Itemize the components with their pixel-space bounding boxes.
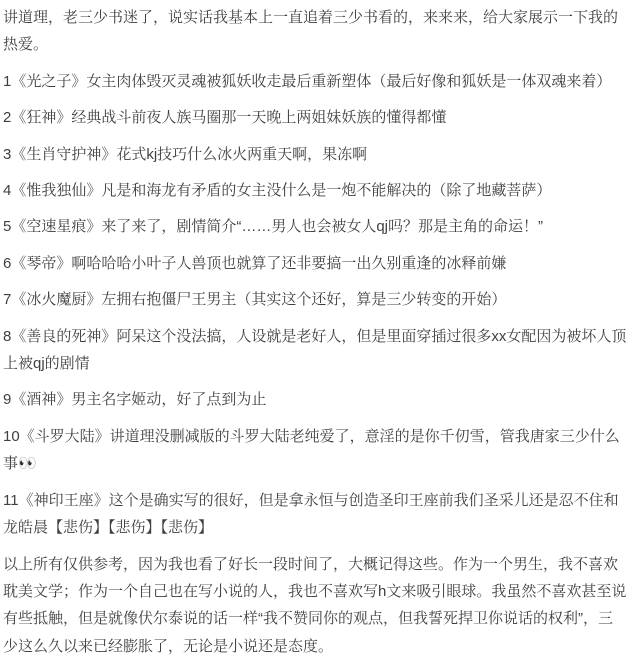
book-list-item-9: 9《酒神》男主名字姬动，好了点到为止 [3,386,627,413]
book-list-item-3: 3《生肖守护神》花式kj技巧什么冰火两重天啊，果冻啊 [3,141,627,168]
book-list-item-10: 10《斗罗大陆》讲道理没删减版的斗罗大陆老纯爱了，意淫的是你千仞雪，管我唐家三少什么事👀 [3,423,627,478]
book-list-item-1: 1《光之子》女主肉体毁灭灵魂被狐妖收走最后重新塑体（最后好像和狐妖是一体双魂来着） [3,68,627,95]
book-list-item-7: 7《冰火魔厨》左拥右抱僵尸王男主（其实这个还好，算是三少转变的开始） [3,286,627,313]
book-list-item-8: 8《善良的死神》阿呆这个没法搞，人设就是老好人，但是里面穿插过很多xx女配因为被坏人顶上被qj的剧情 [3,323,627,378]
book-list-item-4: 4《惟我独仙》凡是和海龙有矛盾的女主没什么是一炮不能解决的（除了地藏菩萨） [3,177,627,204]
intro-paragraph: 讲道理，老三少书迷了，说实话我基本上一直追着三少书看的，来来来，给大家展示一下我的热爱。 [3,4,627,59]
book-list-item-11: 11《神印王座》这个是确实写的很好，但是拿永恒与创造圣印王座前我们圣采儿还是忍不住和龙皓晨【悲伤】【悲伤】【悲伤】 [3,487,627,542]
book-list-item-5: 5《空速星痕》来了来了，剧情简介“……男人也会被女人qj吗？那是主角的命运！” [3,213,627,240]
outro-paragraph: 以上所有仅供参考，因为我也看了好长一段时间了，大概记得这些。作为一个男生，我不喜欢耽美文学；作为一个自己也在写小说的人，我也不喜欢写h文来吸引眼球。我虽然不喜欢甚至说有些抵触，但是就像伏尔泰说的话一样“我不赞同你的观点，但我誓死捍卫你说话的权利”，三少这么久以来已经膨胀了，无论是小说还是态度。 [3,551,627,660]
book-list-item-2: 2《狂神》经典战斗前夜人族马圈那一天晚上两姐妹妖族的懂得都懂 [3,104,627,131]
book-list-item-6: 6《琴帝》啊哈哈哈小叶子人兽顶也就算了还非要搞一出久别重逢的冰释前嫌 [3,250,627,277]
